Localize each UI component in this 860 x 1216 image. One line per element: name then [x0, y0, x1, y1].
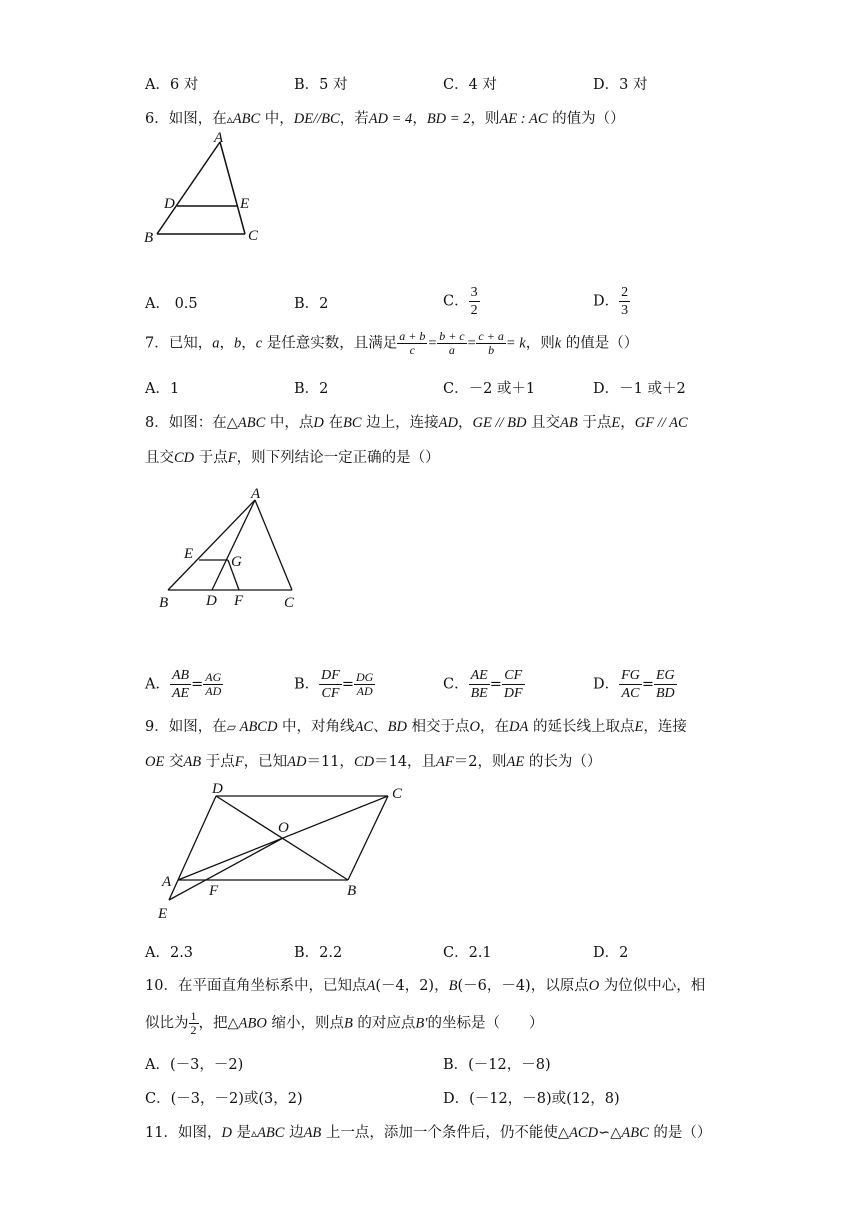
q9-stem-line1: 9．如图，在▱ ABCD 中，对角线AC、BD 相交于点O，在DA 的延长线上取点E，连接 [145, 719, 687, 735]
q7-option-a: A．1 [145, 381, 180, 397]
q9-label-d: D [212, 781, 223, 797]
q10-stem-line1: 10．在平面直角坐标系中，已知点A(－4，2)，B(－6，－4)，以原点O 为位似中心，相 [145, 978, 706, 994]
q8-option-b: B． $\frac{DF}{CF}$ = $\frac{DG}{AD}$ [294, 668, 374, 701]
q8-figure [150, 482, 310, 614]
q8-option-d: D． $\frac{FG}{AC}$ = $\frac{EG}{BD}$ [593, 668, 675, 701]
q7-option-d: D．－1 或＋2 [593, 381, 686, 397]
q9-option-d: D．2 [593, 945, 629, 961]
q8-label-e: E [184, 546, 194, 562]
q10-stem-line2: 似比为 $\frac{1}{2}$ ，把△ABO 缩小，则点B 的对应点B′的坐标是（ ） [145, 1009, 544, 1037]
q9-label-e: E [158, 906, 168, 922]
q9-option-a: A．2.3 [145, 945, 194, 961]
q8-label-a: A [251, 486, 261, 502]
q10-option-b: B．(－12，－8) [443, 1057, 551, 1073]
q5-option-b: B．5 对 [294, 77, 348, 93]
q6-label-a: A [214, 130, 224, 146]
q7-stem: 7．已知，a，b，c 是任意实数，且满足 $\frac{a + b}{c}$ = $\frac{b + c}{a}$ = $\frac{c + a}{b}$ = k，则k 的值是（） [145, 329, 639, 357]
q6-option-c: C． $\frac{3}{2}$ [443, 285, 478, 318]
q6-stem: 6．如图，在▵ABC 中，DE//BC，若AD = 4，BD = 2，则AE : AC 的值为（） [145, 111, 625, 127]
q8-label-g: G [231, 554, 242, 570]
q6-label-c: C [248, 228, 259, 244]
q8-label-d: D [206, 593, 217, 609]
q6-figure [140, 128, 270, 248]
q10-option-a: A．(－3，－2) [145, 1057, 244, 1073]
q9-label-b: B [347, 883, 357, 899]
q8-label-f: F [234, 593, 244, 609]
q5-option-a: A．6 对 [145, 77, 199, 93]
q5-option-d: D．3 对 [593, 77, 648, 93]
q9-label-f: F [209, 883, 219, 899]
q8-option-c: C． $\frac{AE}{BE}$ = $\frac{CF}{DF}$ [443, 668, 523, 701]
q8-label-c: C [284, 595, 295, 611]
q9-stem-line2: OE 交AB 于点F，已知AD＝11，CD＝14，且AF＝2，则AE 的长为（） [145, 754, 602, 770]
q8-label-b: B [159, 595, 169, 611]
q9-figure [150, 778, 415, 928]
q8-stem-line2: 且交CD 于点F，则下列结论一定正确的是（） [145, 450, 440, 466]
q9-label-a: A [162, 874, 172, 890]
q6-label-e: E [240, 196, 250, 212]
q6-option-d: D． $\frac{2}{3}$ [593, 285, 629, 318]
q10-option-c: C．(－3，－2)或(3，2) [145, 1091, 303, 1107]
q5-option-c: C．4 对 [443, 77, 497, 93]
q9-label-o: O [278, 820, 289, 836]
q11-stem: 11．如图，D 是▵ABC 边AB 上一点，添加一个条件后，仍不能使△ACD∽△ABC 的是（） [145, 1125, 712, 1141]
q8-option-a: A． $\frac{AB}{AE}$ = $\frac{AG}{AD}$ [145, 668, 222, 701]
q6-label-d: D [164, 196, 175, 212]
q6-label-b: B [144, 230, 154, 246]
q6-option-a: A． 0.5 [145, 296, 198, 312]
q6-option-b: B．2 [294, 296, 329, 312]
q8-stem-line1: 8．如图：在△ABC 中，点D 在BC 边上，连接AD，GE // BD 且交AB 于点E，GF // AC [145, 415, 688, 431]
q7-option-c: C．－2 或＋1 [443, 381, 536, 397]
q9-label-c: C [392, 786, 403, 802]
q9-option-c: C．2.1 [443, 945, 492, 961]
q9-option-b: B．2.2 [294, 945, 343, 961]
q7-option-b: B．2 [294, 381, 329, 397]
q10-option-d: D．(－12，－8)或(12，8) [443, 1091, 620, 1107]
